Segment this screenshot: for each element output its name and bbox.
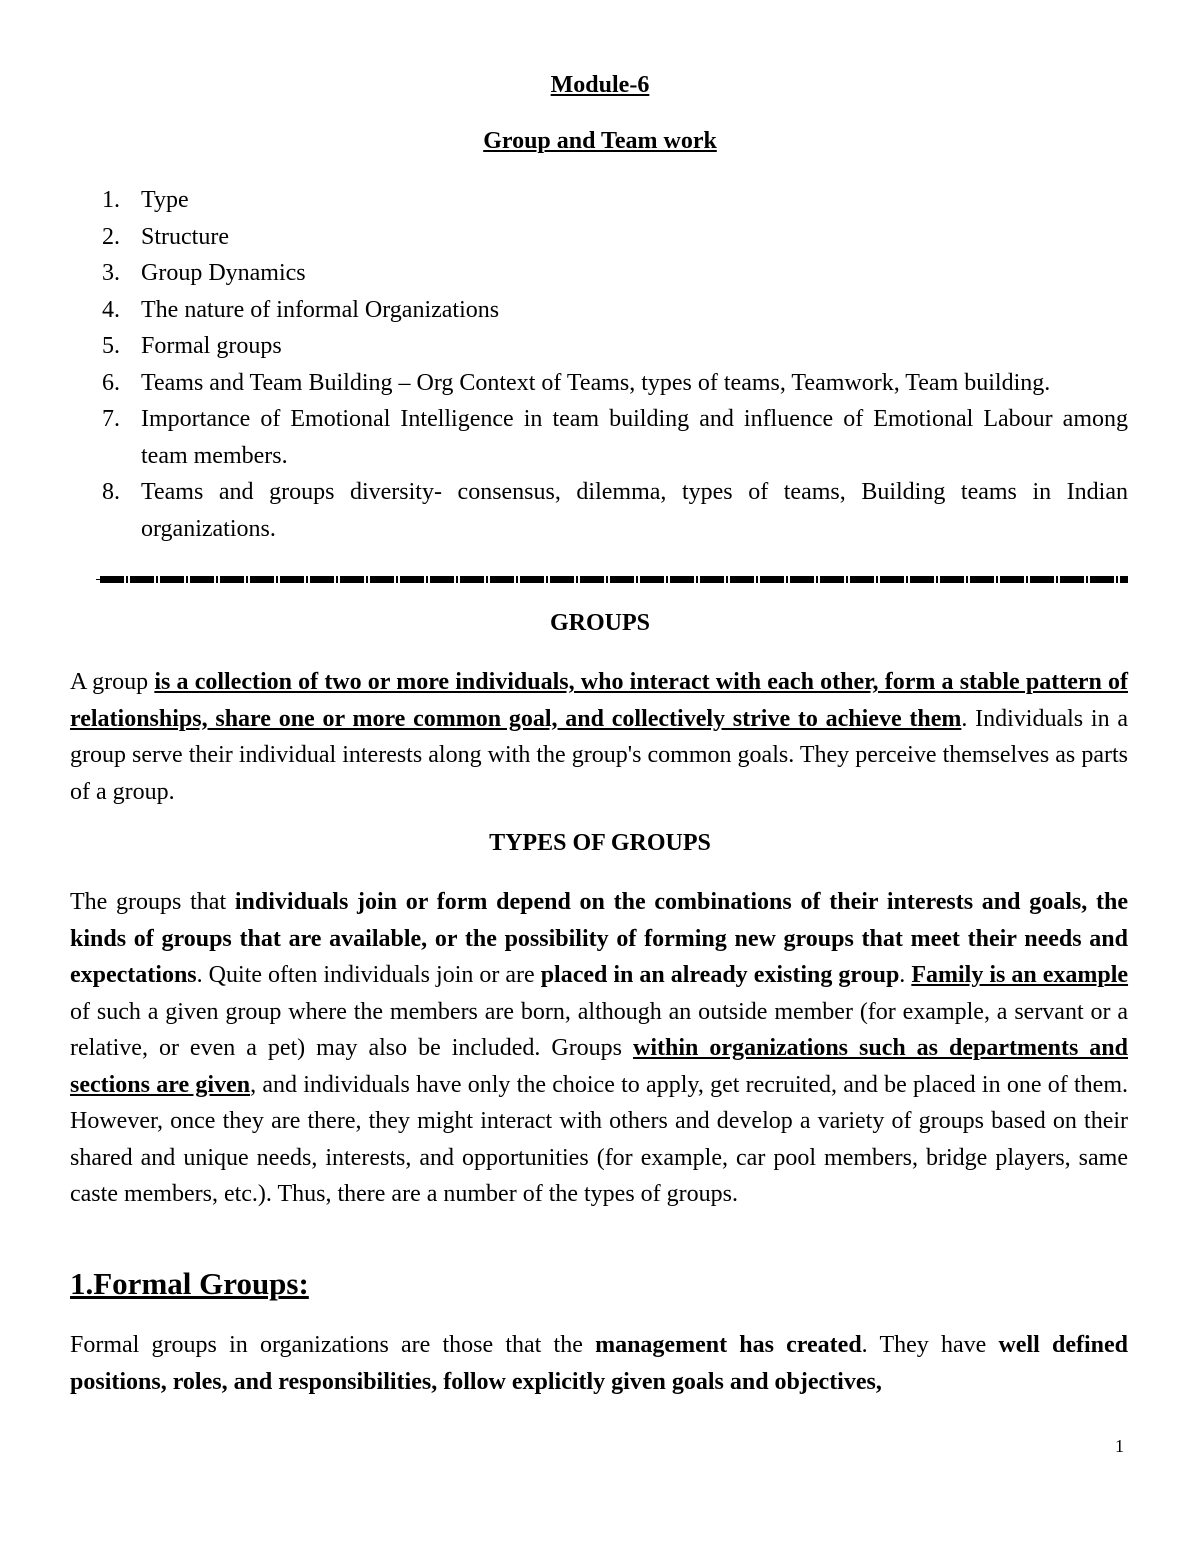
- list-item: [70, 328, 1128, 365]
- formal-groups-heading: 1.Formal Groups:: [70, 1266, 309, 1301]
- underlined-run: Family is an example: [911, 962, 1129, 988]
- text-run: The groups that: [70, 889, 235, 915]
- list-item: [70, 401, 1128, 474]
- text-run: A group: [70, 669, 155, 695]
- list-item-number: 4.: [102, 296, 120, 323]
- module-title: Module-6: [550, 72, 650, 98]
- text-run: , and individuals have only the choice to apply, get recruited, and be placed in one of them. However, once they are there, they might interact with others and develop a variety of groups based on their shared and unique needs, interests, and opportunities (for example, car pool members, bridge players, same caste members, etc.). Thus, there are a number of the types of groups.: [70, 1071, 1129, 1207]
- list-item-number: 3.: [102, 260, 120, 286]
- list-item: [70, 255, 1128, 292]
- document-subtitle: Group and Team work: [483, 128, 717, 154]
- list-item: [70, 365, 1128, 402]
- list-item: [70, 219, 1128, 256]
- types-heading: TYPES OF GROUPS: [489, 830, 711, 856]
- list-item-text: Structure: [141, 223, 229, 250]
- topics-list: [70, 182, 1128, 547]
- list-item-number: 5.: [102, 333, 120, 359]
- list-item-number: 6.: [102, 369, 120, 396]
- bold-run: individuals join or form depend on the combinations of their interests and goals, the kinds of groups that are available, or the possibility of forming new groups that meet their needs and expectations: [70, 889, 1128, 988]
- text-run: .: [899, 962, 912, 988]
- list-item: [70, 474, 1128, 547]
- list-item-number: 8.: [102, 479, 120, 505]
- list-item-text: Importance of Emotional Intelligence in team building and influence of Emotional Labour among team members.: [141, 406, 1128, 469]
- groups-paragraph: [70, 664, 1128, 810]
- list-item: [70, 182, 1128, 219]
- underlined-run: within organizations such as departments and sections are given: [70, 1035, 1129, 1098]
- text-run: . Individuals in a group serve their individual interests along with the group's common goals. They perceive themselves as parts of a group.: [70, 705, 1128, 805]
- group-definition: is a collection of two or more individuals, who interact with each other, form a stable pattern of relationships, share one or more common goal, and collectively strive to achieve them: [70, 669, 1129, 732]
- list-item-number: 7.: [102, 406, 120, 432]
- text-run: of such a given group where the members are born, although an outside member (for example, a servant or a relative, or even a pet) may also be included. Groups: [70, 998, 1128, 1061]
- bold-run: well defined positions, roles, and responsibilities, follow explicitly given goals and objectives,: [70, 1332, 1128, 1395]
- text-run: . They have: [861, 1332, 999, 1358]
- list-item-text: The nature of informal Organizations: [141, 296, 500, 323]
- bold-run: placed in an already existing group: [540, 962, 900, 988]
- text-run: Formal groups in organizations are those that the: [70, 1332, 596, 1358]
- list-item-text: Type: [141, 187, 189, 213]
- list-item-text: Teams and groups diversity- consensus, dilemma, types of teams, Building teams in Indian organizations.: [141, 479, 1128, 542]
- groups-heading: GROUPS: [549, 610, 650, 636]
- bold-run: management has created: [595, 1332, 862, 1358]
- list-item-text: Group Dynamics: [141, 260, 306, 286]
- page-number: 1: [1115, 1436, 1124, 1456]
- formal-groups-paragraph: [70, 1327, 1128, 1400]
- section-divider: [100, 576, 1128, 583]
- list-item-text: Formal groups: [141, 333, 282, 359]
- list-item: [70, 292, 1128, 329]
- list-item-number: 1.: [102, 187, 120, 213]
- list-item-text: Teams and Team Building – Org Context of Teams, types of teams, Teamwork, Team building.: [141, 369, 1051, 396]
- list-item-number: 2.: [102, 223, 120, 250]
- types-paragraph: [70, 884, 1128, 1213]
- text-run: . Quite often individuals join or are: [196, 962, 541, 988]
